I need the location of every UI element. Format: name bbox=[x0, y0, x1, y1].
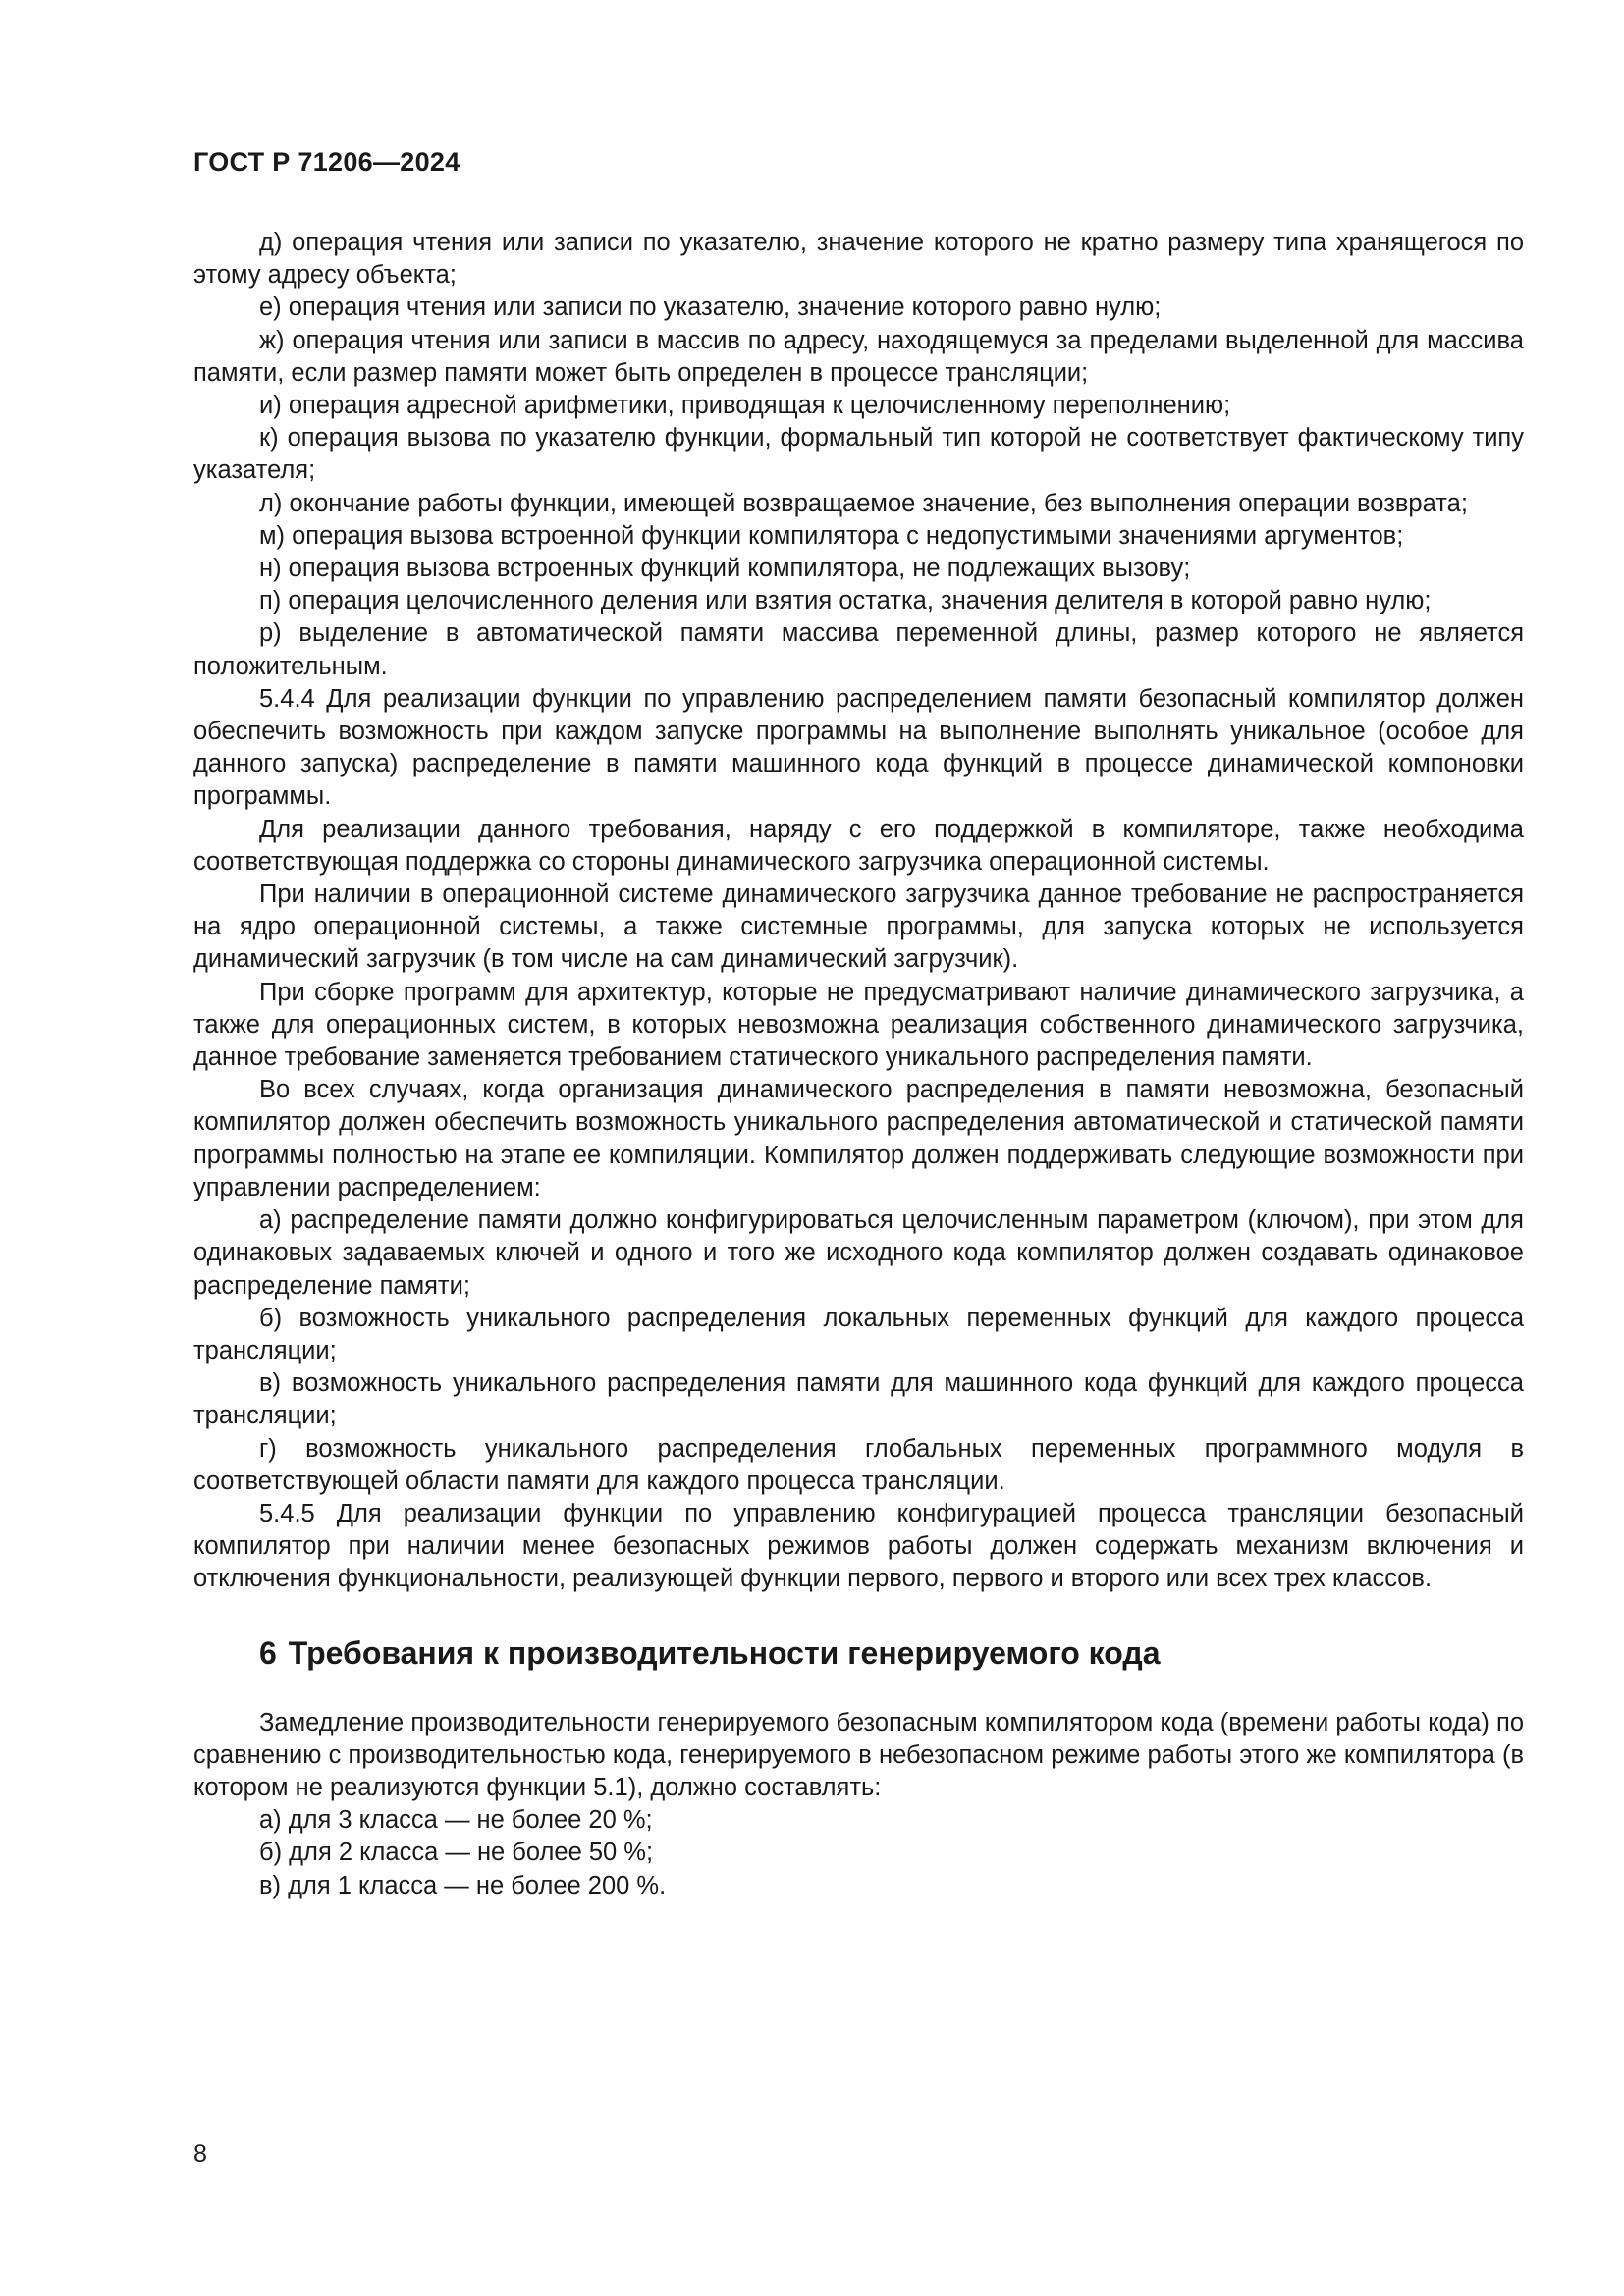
page bbox=[193, 147, 1524, 1902]
paragraph: При сборке программ для архитектур, которые не предусматривают наличие динамического загрузчика, а также для операционных систем, в которых невозможна реализация собственного динамического загрузчика, данное требование заменяется требованием статического уникального распределения памяти. bbox=[193, 978, 1524, 1072]
paragraph: р) выделение в автоматической памяти массива переменной длины, размер которого не является положительным. bbox=[193, 619, 1524, 680]
paragraph: к) операция вызова по указателю функции, формальный тип которой не соответствует фактическому типу указателя; bbox=[193, 424, 1524, 485]
paragraph: ж) операция чтения или записи в массив по адресу, находящемуся за пределами выделенной для массива памяти, если размер памяти может быть определен в процессе трансляции; bbox=[193, 326, 1524, 387]
paragraph: в) для 1 класса — не более 200 %. bbox=[259, 1871, 667, 1899]
page-number: 8 bbox=[193, 2140, 207, 2167]
paragraph: в) возможность уникального распределения памяти для машинного кода функций для каждого процесса трансляции; bbox=[193, 1369, 1524, 1430]
paragraph: д) операция чтения или записи по указателю, значение которого не кратно размеру типа хранящегося по этому адресу объекта; bbox=[193, 229, 1524, 290]
paragraph: б) для 2 класса — не более 50 %; bbox=[259, 1839, 654, 1867]
paragraph: н) операция вызова встроенных функций компилятора, не подлежащих вызову; bbox=[259, 555, 1191, 583]
paragraph: а) для 3 класса — не более 20 %; bbox=[259, 1806, 653, 1835]
paragraph: б) возможность уникального распределения локальных переменных функций для каждого процесса трансляции; bbox=[193, 1304, 1524, 1364]
paragraph: При наличии в операционной системе динамического загрузчика данное требование не распространяется на ядро операционной системы, а также системные программы, для запуска которых не используется динамический загрузчик (в том числе на сам динамический загрузчик). bbox=[193, 881, 1524, 974]
body-text-before bbox=[193, 227, 1524, 1596]
paragraph: м) операция вызова встроенной функции компилятора с недопустимыми значениями аргументов; bbox=[259, 521, 1404, 550]
document-header: ГОСТ Р 71206—2024 bbox=[193, 147, 460, 177]
paragraph: п) операция целочисленного деления или взятия остатка, значения делителя в которой равно нулю; bbox=[259, 587, 1432, 615]
body-text-after bbox=[193, 1707, 1524, 1902]
paragraph: а) распределение памяти должно конфигурироваться целочисленным параметром (ключом), при этом для одинаковых задаваемых ключей и одного и того же исходного кода компилятор должен создавать одинаковое распределение памяти; bbox=[193, 1206, 1524, 1300]
paragraph: е) операция чтения или записи по указателю, значение которого равно нулю; bbox=[259, 294, 1162, 322]
paragraph: 5.4.5 Для реализации функции по управлению конфигурацией процесса трансляции безопасный компилятор при наличии менее безопасных режимов работы должен содержать механизм включения и отключения функциональности, реализующей функции первого, первого и второго или всех трех классов. bbox=[193, 1499, 1524, 1593]
paragraph: г) возможность уникального распределения глобальных переменных программного модуля в соответствующей области памяти для каждого процесса трансляции. bbox=[193, 1434, 1524, 1495]
section-number: 6 bbox=[259, 1634, 277, 1671]
paragraph: и) операция адресной арифметики, приводящая к целочисленному переполнению; bbox=[259, 392, 1231, 420]
paragraph: л) окончание работы функции, имеющей возвращаемое значение, без выполнения операции возврата; bbox=[259, 489, 1468, 517]
paragraph: Замедление производительности генерируемого безопасным компилятором кода (времени работы кода) по сравнению с производительностью кода, генерируемого в небезопасном режиме работы этого же компилятора (в котором не реализуются функции 5.1), должно составлять: bbox=[193, 1708, 1524, 1801]
paragraph: Для реализации данного требования, наряду с его поддержкой в компиляторе, также необходима соответствующая поддержка со стороны динамического загрузчика операционной системы. bbox=[193, 815, 1524, 876]
paragraph: 5.4.4 Для реализации функции по управлению распределением памяти безопасный компилятор должен обеспечить возможность при каждом запуске программы на выполнение выполнять уникальное (особое для данного запуска) распределение в памяти машинного кода функций в процессе динамической компоновки программы. bbox=[193, 684, 1524, 811]
paragraph: Во всех случаях, когда организация динамического распределения в памяти невозможна, безопасный компилятор должен обеспечить возможность уникального распределения автоматической и статической памяти программы полностью на этапе ее компиляции. Компилятор должен поддерживать следующие возможности при управлении распределением: bbox=[193, 1076, 1524, 1201]
section-heading bbox=[259, 1635, 1524, 1672]
section-title: Требования к производительности генерируемого кода bbox=[288, 1634, 1161, 1671]
